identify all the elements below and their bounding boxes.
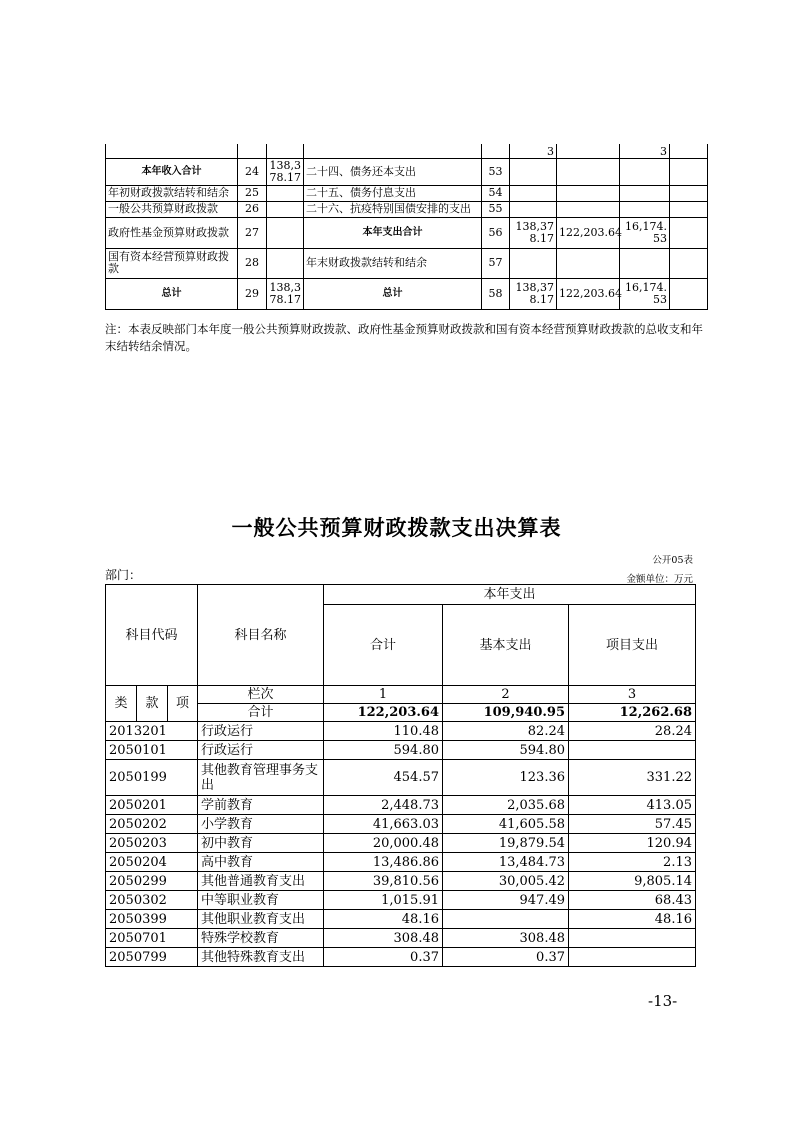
amount-basic <box>443 910 569 929</box>
expense-fund-budget <box>620 201 670 217</box>
row-number: 28 <box>238 248 267 278</box>
header-current-expense: 本年支出 <box>324 585 696 605</box>
subject-code: 2050204 <box>106 853 198 872</box>
continued-cell: 3 <box>510 144 557 158</box>
amount-total: 2,448.73 <box>324 796 443 815</box>
expense-fund-budget <box>620 185 670 201</box>
subject-name: 行政运行 <box>198 741 324 760</box>
empty-cell <box>670 158 708 185</box>
table-row <box>106 872 696 891</box>
row-number: 24 <box>238 158 267 185</box>
subject-code: 2050202 <box>106 815 198 834</box>
amount-basic: 2,035.68 <box>443 796 569 815</box>
expense-item-label: 总计 <box>304 278 482 309</box>
row-number: 58 <box>482 278 510 309</box>
row-number: 27 <box>238 217 267 248</box>
amount-basic: 82.24 <box>443 722 569 741</box>
header-xiang: 项 <box>168 686 198 722</box>
expense-general-budget <box>557 185 620 201</box>
table-row <box>106 853 696 872</box>
header-lei: 类 <box>106 686 137 722</box>
empty-cell <box>670 201 708 217</box>
page-title: 一般公共预算财政拨款支出决算表 <box>231 516 562 540</box>
amount-total: 594.80 <box>324 741 443 760</box>
unit-label: 金额单位：万元 <box>626 574 693 585</box>
subject-code: 2050302 <box>106 891 198 910</box>
row-number: 25 <box>238 185 267 201</box>
table-row <box>106 201 708 217</box>
subject-code: 2050199 <box>106 760 198 796</box>
amount-project: 413.05 <box>569 796 696 815</box>
amount-project <box>569 929 696 948</box>
table-note: 注：本表反映部门本年度一般公共预算财政拨款、政府性基金预算财政拨款和国有资本经营预算财政拨款的总收支和年末结转结余情况。 <box>105 322 703 353</box>
table-row <box>106 158 708 185</box>
amount-basic: 594.80 <box>443 741 569 760</box>
amount-project <box>569 741 696 760</box>
subject-name: 学前教育 <box>198 796 324 815</box>
amount-basic: 308.48 <box>443 929 569 948</box>
column-number: 3 <box>569 686 696 704</box>
expense-total: 138,378.17 <box>510 278 557 309</box>
income-item-label: 总计 <box>106 278 238 309</box>
table-row <box>106 686 696 704</box>
subject-code: 2050701 <box>106 929 198 948</box>
amount-basic: 30,005.42 <box>443 872 569 891</box>
expense-total <box>510 201 557 217</box>
amount-total: 308.48 <box>324 929 443 948</box>
subject-name: 初中教育 <box>198 834 324 853</box>
column-number: 2 <box>443 686 569 704</box>
income-amount: 138,378.17 <box>267 278 304 309</box>
expense-item-label: 本年支出合计 <box>304 217 482 248</box>
table-row <box>106 144 708 158</box>
table-row <box>106 248 708 278</box>
table-row <box>106 910 696 929</box>
empty-cell <box>670 248 708 278</box>
sum-label: 合计 <box>198 704 324 722</box>
income-amount <box>267 217 304 248</box>
amount-total: 13,486.86 <box>324 853 443 872</box>
subject-code: 2050203 <box>106 834 198 853</box>
amount-project <box>569 948 696 967</box>
header-subject-name: 科目名称 <box>198 585 324 686</box>
subject-code: 2050201 <box>106 796 198 815</box>
subject-name: 小学教育 <box>198 815 324 834</box>
department-label: 部门： <box>105 568 142 582</box>
income-amount: 138,378.17 <box>267 158 304 185</box>
income-item-label: 一般公共预算财政拨款 <box>106 201 238 217</box>
subject-name: 特殊学校教育 <box>198 929 324 948</box>
row-number: 29 <box>238 278 267 309</box>
table-row <box>106 891 696 910</box>
amount-total: 41,663.03 <box>324 815 443 834</box>
expense-fund-budget <box>620 158 670 185</box>
subject-name: 行政运行 <box>198 722 324 741</box>
income-item-label: 本年收入合计 <box>106 158 238 185</box>
table-row <box>106 722 696 741</box>
income-item-label: 国有资本经营预算财政拨款 <box>106 248 238 278</box>
subject-code: 2050799 <box>106 948 198 967</box>
expense-general-budget <box>557 248 620 278</box>
amount-project: 9,805.14 <box>569 872 696 891</box>
expense-total <box>510 185 557 201</box>
expense-general-budget <box>557 201 620 217</box>
amount-total: 454.57 <box>324 760 443 796</box>
table-row <box>106 585 696 605</box>
header-basic: 基本支出 <box>443 605 569 686</box>
amount-project: 2.13 <box>569 853 696 872</box>
sum-project: 12,262.68 <box>569 704 696 722</box>
expense-item-label: 二十四、债务还本支出 <box>304 158 482 185</box>
header-kuan: 款 <box>137 686 168 722</box>
income-item-label: 政府性基金预算财政拨款 <box>106 217 238 248</box>
expense-item-label: 二十五、债务付息支出 <box>304 185 482 201</box>
expense-item-label: 年末财政拨款结转和结余 <box>304 248 482 278</box>
subject-code: 2050299 <box>106 872 198 891</box>
expense-fund-budget <box>620 248 670 278</box>
expense-general-budget: 122,203.64 <box>557 278 620 309</box>
row-number: 53 <box>482 158 510 185</box>
table-row <box>106 815 696 834</box>
subject-name: 其他职业教育支出 <box>198 910 324 929</box>
amount-total: 39,810.56 <box>324 872 443 891</box>
subject-name: 其他教育管理事务支出 <box>198 760 324 796</box>
amount-project: 28.24 <box>569 722 696 741</box>
empty-cell <box>670 278 708 309</box>
table-row <box>106 796 696 815</box>
subject-name: 其他特殊教育支出 <box>198 948 324 967</box>
expense-item-label: 二十六、抗疫特别国债安排的支出 <box>304 201 482 217</box>
income-amount <box>267 201 304 217</box>
subject-code: 2013201 <box>106 722 198 741</box>
table-row <box>106 741 696 760</box>
expense-table <box>105 584 696 967</box>
amount-basic: 19,879.54 <box>443 834 569 853</box>
amount-project: 331.22 <box>569 760 696 796</box>
continued-cell: 3 <box>620 144 670 158</box>
header-subject-code: 科目代码 <box>106 585 198 686</box>
row-number: 56 <box>482 217 510 248</box>
empty-cell <box>670 185 708 201</box>
expense-total <box>510 158 557 185</box>
amount-project: 57.45 <box>569 815 696 834</box>
table-number: 公开05表 <box>652 555 693 566</box>
page-number: -13- <box>648 992 678 1010</box>
amount-basic: 0.37 <box>443 948 569 967</box>
amount-basic: 947.49 <box>443 891 569 910</box>
row-number: 57 <box>482 248 510 278</box>
amount-project: 48.16 <box>569 910 696 929</box>
table-row <box>106 217 708 248</box>
income-amount <box>267 185 304 201</box>
header-column-index: 栏次 <box>198 686 324 704</box>
income-amount <box>267 248 304 278</box>
amount-total: 1,015.91 <box>324 891 443 910</box>
income-item-label: 年初财政拨款结转和结余 <box>106 185 238 201</box>
amount-total: 0.37 <box>324 948 443 967</box>
row-number: 55 <box>482 201 510 217</box>
subject-name: 高中教育 <box>198 853 324 872</box>
subject-name: 其他普通教育支出 <box>198 872 324 891</box>
expense-fund-budget: 16,174.53 <box>620 278 670 309</box>
amount-total: 20,000.48 <box>324 834 443 853</box>
amount-project: 68.43 <box>569 891 696 910</box>
empty-cell <box>670 217 708 248</box>
table-row <box>106 760 696 796</box>
income-expense-summary-table <box>105 144 708 310</box>
expense-general-budget: 122,203.64 <box>557 217 620 248</box>
table-row <box>106 929 696 948</box>
subject-code: 2050399 <box>106 910 198 929</box>
amount-basic: 13,484.73 <box>443 853 569 872</box>
expense-total: 138,378.17 <box>510 217 557 248</box>
table-row <box>106 278 708 309</box>
subject-code: 2050101 <box>106 741 198 760</box>
expense-fund-budget: 16,174.53 <box>620 217 670 248</box>
amount-total: 110.48 <box>324 722 443 741</box>
expense-total <box>510 248 557 278</box>
sum-basic: 109,940.95 <box>443 704 569 722</box>
expense-general-budget <box>557 158 620 185</box>
row-number: 26 <box>238 201 267 217</box>
column-number: 1 <box>324 686 443 704</box>
header-total: 合计 <box>324 605 443 686</box>
row-number: 54 <box>482 185 510 201</box>
amount-project: 120.94 <box>569 834 696 853</box>
table-row <box>106 185 708 201</box>
amount-basic: 41,605.58 <box>443 815 569 834</box>
sum-total: 122,203.64 <box>324 704 443 722</box>
table-row <box>106 948 696 967</box>
amount-basic: 123.36 <box>443 760 569 796</box>
amount-total: 48.16 <box>324 910 443 929</box>
header-project: 项目支出 <box>569 605 696 686</box>
table-row <box>106 834 696 853</box>
subject-name: 中等职业教育 <box>198 891 324 910</box>
